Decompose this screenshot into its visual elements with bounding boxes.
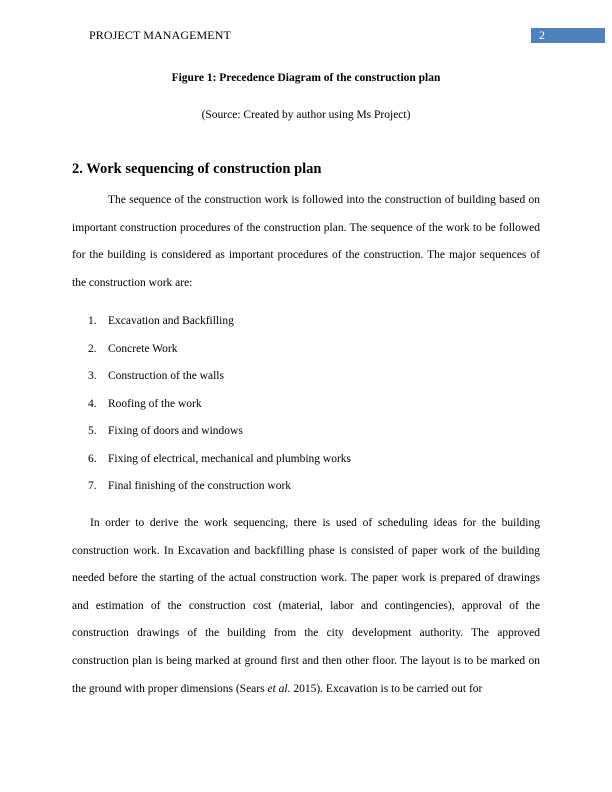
list-item-text: Excavation and Backfilling — [108, 315, 234, 327]
paragraph-2-text-end: 2015). Excavation is to be carried out for — [290, 682, 483, 695]
list-item-text: Concrete Work — [108, 342, 178, 355]
figure-caption: Figure 1: Precedence Diagram of the construction plan — [171, 72, 441, 84]
section-heading: 2. Work sequencing of construction plan — [72, 161, 322, 177]
body-paragraph-1: The sequence of the construction work is followed into the construction of building based on important construction procedures of the construction plan. The sequence of the work to be followed for the building is considered as important procedures of the construction. The major sequences of the construction work are: — [72, 194, 540, 289]
page-number-box — [531, 28, 605, 43]
list-item — [88, 338, 351, 366]
list-item-number: 1. — [88, 315, 97, 327]
list-item — [88, 448, 351, 476]
paragraph-2-text: In order to derive the work sequencing, there is used of scheduling ideas for the building construction work. In Excavation and backfilling phase is consisted of paper work of the building needed before the starting of the actual construction work. The paper work is prepared of drawings and estimation of the construction cost (material, labor and contingencies), approval of the construction drawings of the building from the city development authority. The approved construction plan is being marked at ground first and then other floor. The layout is to be marked on the ground with proper dimensions (Sears — [72, 517, 540, 695]
list-item-text: Fixing of doors and windows — [108, 425, 243, 437]
list-item — [88, 365, 351, 393]
list-item-text: Fixing of electrical, mechanical and plumbing works — [108, 452, 352, 465]
list-item-number: 7. — [88, 480, 97, 492]
list-item — [88, 393, 351, 421]
list-item-number: 4. — [88, 397, 97, 410]
list-item-number: 3. — [88, 370, 97, 382]
list-item — [88, 310, 351, 338]
list-item-text: Construction of the walls — [108, 370, 224, 382]
citation-et-al: et al. — [267, 682, 291, 695]
list-item — [88, 420, 351, 448]
list-item-number: 5. — [88, 425, 97, 437]
list-item-text: Roofing of the work — [108, 397, 202, 410]
list-item-text: Final finishing of the construction work — [108, 480, 292, 492]
work-sequence-list — [88, 310, 351, 503]
list-item — [88, 475, 351, 503]
running-header-title: PROJECT MANAGEMENT — [89, 28, 231, 42]
list-item-number: 6. — [88, 452, 97, 465]
list-item-number: 2. — [88, 342, 97, 355]
body-paragraph-2 — [72, 510, 540, 703]
figure-source: (Source: Created by author using Ms Project) — [201, 109, 411, 121]
page-number: 2 — [539, 28, 545, 42]
